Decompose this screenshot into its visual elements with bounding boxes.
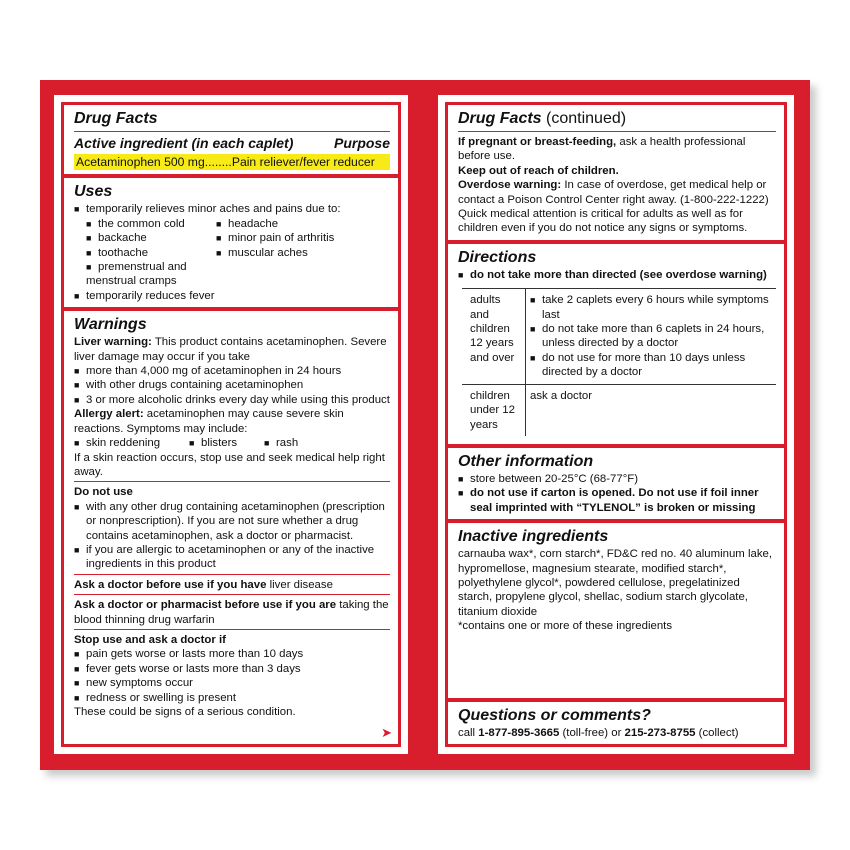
use-item: ■ premenstrual and menstrual cramps [86,260,216,289]
use-item: ■ headache [216,217,390,231]
other-info-box [448,448,784,519]
purpose-heading: Purpose [333,135,390,151]
directions-title: Directions [458,248,537,266]
right-panel [440,97,792,752]
overdose-warning: Overdose warning: In case of overdose, get medical help or contact a Poison Control Center right away. (1-800-222-1222) Quick medical attention is critical for adults as well as for children even if you do not notice any signs or symptoms. [458,179,769,235]
inactive-title: Inactive ingredients [458,528,609,546]
other-info-item: ■ do not use if carton is opened. Do not use if foil inner seal imprinted with “TYLENOL” is broken or missing [458,486,776,515]
other-info-item: ■ store between 20-25°C (68-77°F) [458,472,776,486]
drug-facts-label [40,80,810,770]
allergy-item: ■ rash [264,436,298,450]
liver-item: ■ 3 or more alcoholic drinks every day while using this product [74,393,390,407]
children-label: children under 12 years [462,385,526,436]
warnings-box [64,311,398,744]
children-direction: ask a doctor [530,389,593,402]
uses-intro: ■ temporarily relieves minor aches and pains due to: [74,202,390,216]
adult-direction: ■ do not use for more than 10 days unless directed by a doctor [530,351,776,380]
other-info-title: Other information [458,452,594,470]
inactive-note: *contains one or more of these ingredients [458,620,673,633]
keep-out-warning: Keep out of reach of children. [458,164,619,177]
allergy-item: ■ skin reddening [74,436,189,450]
pregnancy-warning: If pregnant or breast-feeding, ask a health professional before use. [458,136,746,163]
allergy-alert: Allergy alert: acetaminophen may cause severe skin reactions. Symptoms may include: [74,408,344,435]
drug-facts-title: Drug Facts [74,110,158,127]
do-not-use-title: Do not use [74,486,133,499]
questions-title: Questions or comments? [458,706,651,724]
inactive-text: carnauba wax*, corn starch*, FD&C red no. 40 aluminum lake, hypromellose, magnesium stearate, modified starch*, polyethylene glycol*, powdered cellulose, pregelatinized starch, propylene glycol, shellac, sodium starch glycolate, titanium dioxide [458,548,773,618]
ask-doctor: Ask a doctor before use if you have liver disease [74,578,333,591]
uses-grid [74,217,390,260]
directions-note: ■ do not take more than directed (see overdose warning) [458,268,776,282]
uses-box [64,178,398,307]
warnings-title: Warnings [74,316,147,334]
active-ingredient-line: Acetaminophen 500 mg........Pain reliever/fever reducer [74,154,390,170]
active-ingredient-heading: Active ingredient (in each caplet) [74,135,294,151]
questions-box [448,702,784,744]
ask-pharmacist: Ask a doctor or pharmacist before use if you are taking the blood thinning drug warfarin [74,599,389,626]
uses-title: Uses [74,183,113,201]
do-not-use-item: ■ if you are allergic to acetaminophen or any of the inactive ingredients in this product [74,543,390,572]
use-item: ■ backache [86,231,216,245]
allergy-item: ■ blisters [189,436,264,450]
arrow-right-icon: ➤ [381,724,392,740]
allergy-items [74,436,390,450]
left-panel [56,97,406,752]
active-ingredient-box [64,105,398,174]
liver-item: ■ with other drugs containing acetaminophen [74,378,390,392]
stop-use-title: Stop use and ask a doctor if [74,633,226,646]
stop-after: These could be signs of a serious condition. [74,706,296,718]
use-item: ■ the common cold [86,217,216,231]
stop-item: ■ new symptoms occur [74,676,390,690]
phone-collect: 215-273-8755 [624,726,696,739]
continued-box: Drug Facts (continued) If pregnant or breast-feeding, ask a health professional before use. Keep out of reach of children. Overdose warning: In case of overdose, get medical help or contact a Poison Control Center right away. (1-800-222-1222) Quick medical attention is critical for adults as well as for children even if you do not notice any signs or symptoms. [448,105,784,240]
directions-table [462,288,776,436]
liver-item: ■ more than 4,000 mg of acetaminophen in 24 hours [74,364,390,378]
use-item: ■ minor pain of arthritis [216,231,390,245]
stop-item: ■ redness or swelling is present [74,691,390,705]
inactive-box [448,523,784,697]
adult-direction: ■ do not take more than 6 caplets in 24 hours, unless directed by a doctor [530,322,776,351]
drug-facts-continued-title: Drug Facts [458,110,542,127]
stop-item: ■ fever gets worse or lasts more than 3 days [74,662,390,676]
allergy-after: If a skin reaction occurs, stop use and seek medical help right away. [74,451,385,478]
adults-label: adults and children 12 years and over [462,289,526,383]
adult-direction: ■ take 2 caplets every 6 hours while symptoms last [530,293,776,322]
use-item: ■ toothache [86,246,216,260]
stop-item: ■ pain gets worse or lasts more than 10 days [74,647,390,661]
phone-tollfree: 1-877-895-3665 [478,726,560,739]
liver-warning: Liver warning: This product contains acetaminophen. Severe liver damage may occur if you take [74,336,387,363]
use-fever: ■ temporarily reduces fever [74,289,390,303]
use-item: ■ muscular aches [216,246,390,260]
do-not-use-item: ■ with any other drug containing acetaminophen (prescription or nonprescription). If you are not sure whether a drug contains acetaminophen, ask a doctor or pharmacist. [74,500,390,543]
directions-box [448,244,784,444]
questions-contact: call 1-877-895-3665 (toll-free) or 215-273-8755 (collect) [458,726,739,739]
